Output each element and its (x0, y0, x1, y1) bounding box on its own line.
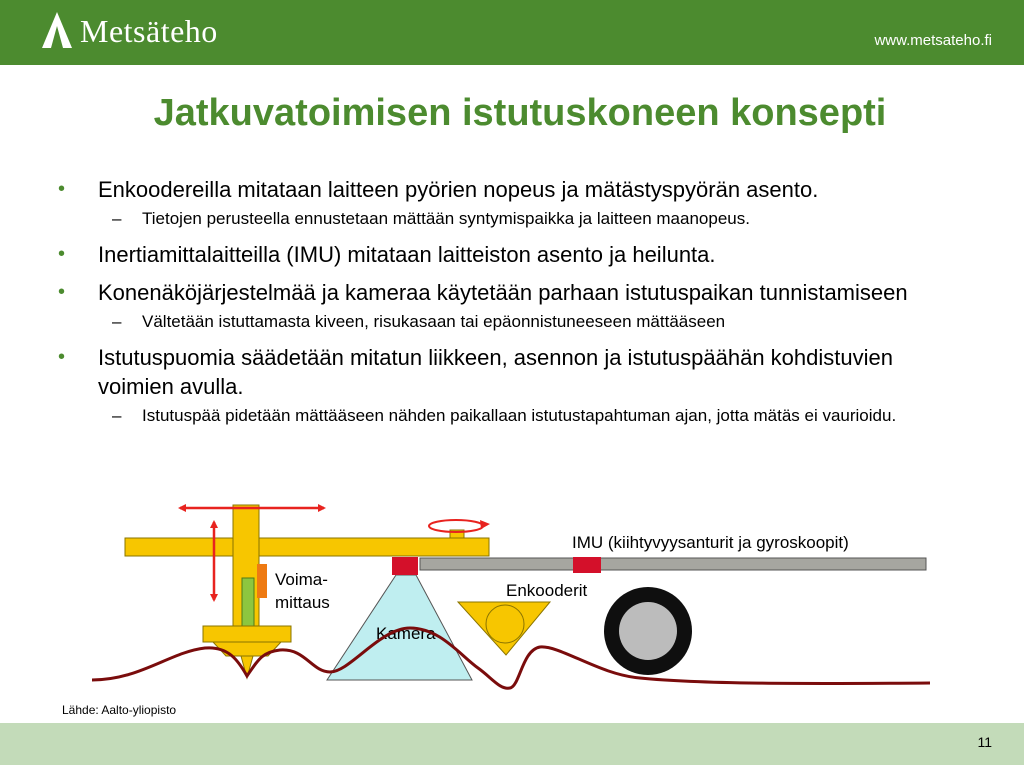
slide-title: Jatkuvatoimisen istutuskoneen konsepti (153, 92, 887, 134)
sub-bullet-item (58, 207, 958, 230)
bullet-text: Konenäköjärjestelmää ja kameraa käytetään parhaan istutuspaikan tunnistamiseen (98, 280, 908, 305)
planting-boom (125, 538, 489, 556)
dash-icon: – (112, 312, 122, 331)
force-label-line2: mittaus (275, 593, 330, 612)
bullet-text: Inertiamittalaitteilla (IMU) mitataan laitteiston asento ja heilunta. (98, 242, 716, 267)
bullet-item (58, 278, 958, 307)
website-link[interactable]: www.metsateho.fi (874, 32, 992, 49)
header-bar (0, 0, 1024, 65)
tree-logo-icon (40, 12, 74, 52)
planting-machine-diagram (0, 490, 1024, 700)
imu-label: IMU (kiihtyvyysanturit ja gyroskoopit) (572, 533, 849, 552)
sub-bullet-item (58, 404, 958, 427)
page-number: 11 (977, 734, 992, 750)
bullet-item (58, 175, 958, 204)
bullet-dot-icon: • (58, 178, 66, 200)
camera-label: Kamera (376, 624, 436, 643)
bullet-dot-icon: • (58, 243, 66, 265)
sub-bullet-text: Vältetään istuttamasta kiveen, risukasaan tai epäonnistuneeseen mättääseen (142, 312, 726, 331)
imu-sensor-icon (573, 557, 601, 573)
planting-head (203, 626, 291, 642)
encoder-wheel-icon (486, 605, 524, 643)
imu-beam (420, 558, 926, 570)
sub-bullet-item (58, 310, 958, 333)
bullet-text: Enkoodereilla mitataan laitteen pyörien nopeus ja mätästyspyörän asento. (98, 177, 819, 202)
encoder-label: Enkooderit (506, 581, 588, 600)
dash-icon: – (112, 406, 122, 425)
brand-name: Metsäteho (80, 13, 218, 49)
bullet-dot-icon: • (58, 281, 66, 303)
sub-bullet-text: Tietojen perusteella ennustetaan mättään syntymispaikka ja laitteen maanopeus. (142, 209, 750, 228)
dash-icon: – (112, 209, 122, 228)
bullet-item (58, 240, 958, 269)
bullet-dot-icon: • (58, 346, 66, 368)
force-sensor (257, 564, 267, 598)
force-label-line1: Voima- (275, 570, 328, 589)
footer-bar (0, 723, 1024, 765)
sub-bullet-text: Istutuspää pidetään mättääseen nähden paikallaan istutustapahtuman ajan, jotta mätäs ei vaurioidu. (142, 406, 897, 425)
bullet-list (58, 175, 958, 427)
camera-icon (392, 557, 418, 575)
wheel-hub (619, 602, 677, 660)
source-note: Lähde: Aalto-yliopisto (62, 703, 177, 717)
bullet-item (58, 343, 958, 401)
bullet-text: Istutuspuomia säädetään mitatun liikkeen, asennon ja istutuspäähän kohdistuvien voimien avulla. (98, 345, 893, 399)
